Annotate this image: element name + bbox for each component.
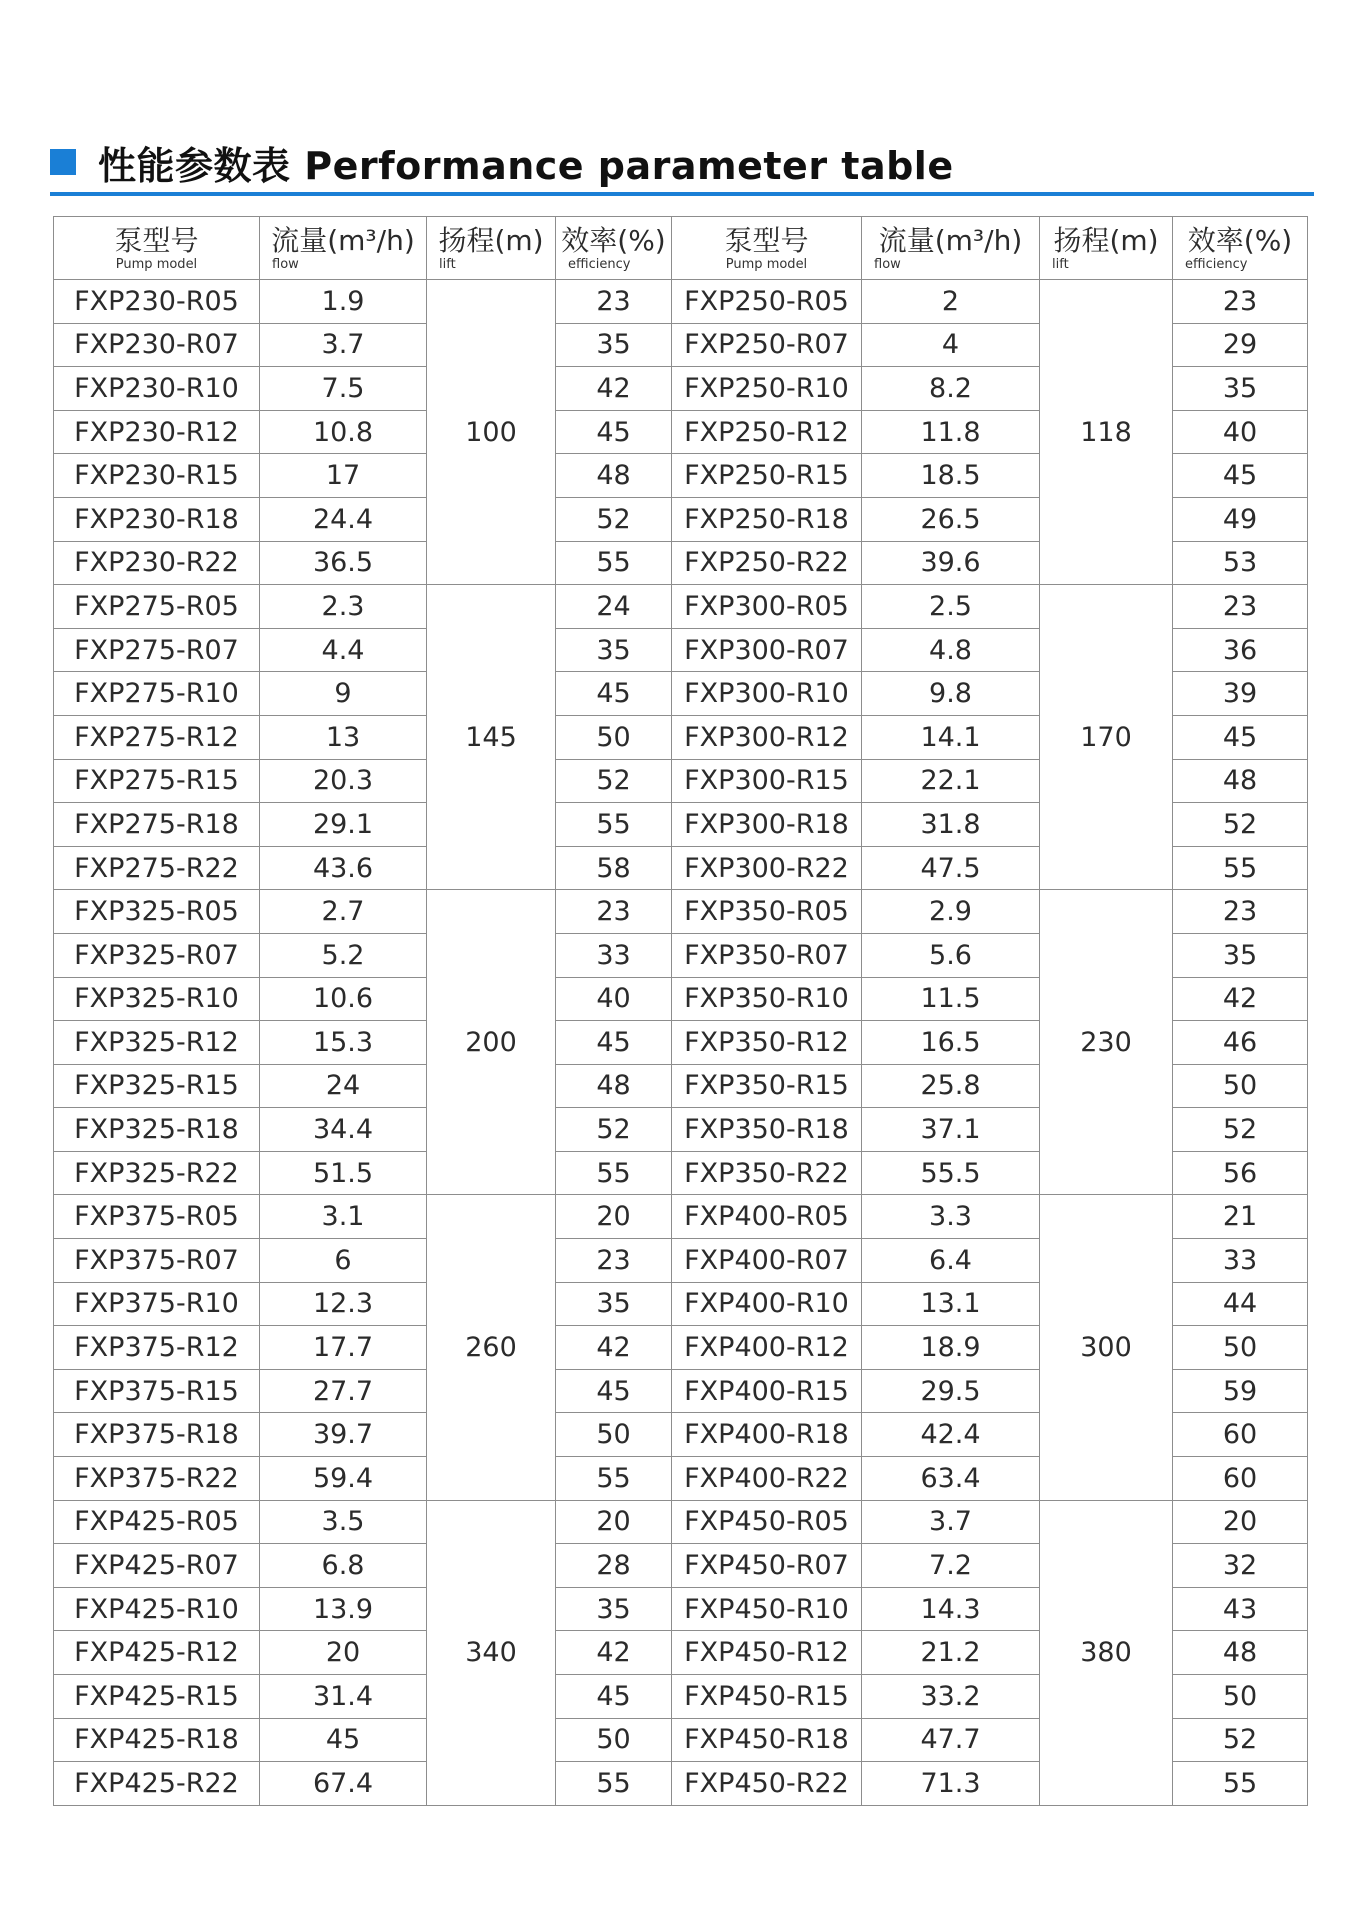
efficiency-cell: 52 (1173, 803, 1308, 847)
flow-cell: 4.4 (260, 628, 427, 672)
flow-cell: 5.6 (862, 933, 1040, 977)
flow-cell: 31.4 (260, 1675, 427, 1719)
table-row (54, 1195, 1308, 1239)
header-en: flow (272, 257, 299, 272)
efficiency-cell: 24 (556, 585, 672, 629)
pump-model-cell: FXP230-R12 (54, 410, 260, 454)
flow-cell: 33.2 (862, 1675, 1040, 1719)
efficiency-cell: 48 (1173, 759, 1308, 803)
efficiency-cell: 55 (1173, 846, 1308, 890)
pump-model-cell: FXP450-R22 (672, 1762, 862, 1806)
efficiency-cell: 23 (556, 890, 672, 934)
pump-model-cell: FXP375-R05 (54, 1195, 260, 1239)
table-row (54, 890, 1308, 934)
efficiency-cell: 39 (1173, 672, 1308, 716)
lift-cell: 230 (1040, 890, 1173, 1195)
header-zh: 效率(%) (561, 224, 666, 257)
efficiency-cell: 35 (556, 323, 672, 367)
pump-model-cell: FXP250-R07 (672, 323, 862, 367)
efficiency-cell: 45 (1173, 454, 1308, 498)
flow-cell: 6 (260, 1239, 427, 1283)
flow-cell: 67.4 (260, 1762, 427, 1806)
pump-model-cell: FXP250-R22 (672, 541, 862, 585)
flow-cell: 4 (862, 323, 1040, 367)
flow-cell: 7.5 (260, 367, 427, 411)
efficiency-cell: 48 (556, 1064, 672, 1108)
efficiency-cell: 35 (1173, 367, 1308, 411)
pump-model-cell: FXP325-R18 (54, 1108, 260, 1152)
flow-cell: 2.7 (260, 890, 427, 934)
pump-model-cell: FXP450-R12 (672, 1631, 862, 1675)
header-lift-right (1040, 217, 1173, 280)
pump-model-cell: FXP450-R18 (672, 1718, 862, 1762)
section-header (50, 140, 1314, 196)
pump-model-cell: FXP275-R10 (54, 672, 260, 716)
efficiency-cell: 20 (556, 1500, 672, 1544)
pump-model-cell: FXP350-R07 (672, 933, 862, 977)
efficiency-cell: 55 (556, 1151, 672, 1195)
efficiency-cell: 40 (1173, 410, 1308, 454)
header-pump-model-right (672, 217, 862, 280)
header-en: lift (439, 257, 456, 272)
flow-cell: 12.3 (260, 1282, 427, 1326)
efficiency-cell: 42 (1173, 977, 1308, 1021)
header-zh: 流量(m³/h) (271, 224, 415, 257)
flow-cell: 21.2 (862, 1631, 1040, 1675)
flow-cell: 11.8 (862, 410, 1040, 454)
pump-model-cell: FXP325-R10 (54, 977, 260, 1021)
efficiency-cell: 52 (1173, 1108, 1308, 1152)
blue-square-icon (50, 149, 76, 175)
flow-cell: 63.4 (862, 1457, 1040, 1501)
pump-model-cell: FXP400-R18 (672, 1413, 862, 1457)
efficiency-cell: 28 (556, 1544, 672, 1588)
pump-model-cell: FXP350-R18 (672, 1108, 862, 1152)
table-body (54, 217, 1308, 1806)
pump-model-cell: FXP325-R05 (54, 890, 260, 934)
pump-model-cell: FXP250-R12 (672, 410, 862, 454)
efficiency-cell: 50 (1173, 1675, 1308, 1719)
efficiency-cell: 53 (1173, 541, 1308, 585)
efficiency-cell: 59 (1173, 1369, 1308, 1413)
pump-model-cell: FXP400-R12 (672, 1326, 862, 1370)
pump-model-cell: FXP425-R15 (54, 1675, 260, 1719)
pump-model-cell: FXP300-R05 (672, 585, 862, 629)
lift-cell: 300 (1040, 1195, 1173, 1500)
pump-model-cell: FXP275-R18 (54, 803, 260, 847)
header-zh: 扬程(m) (1053, 224, 1159, 257)
lift-cell: 170 (1040, 585, 1173, 890)
lift-cell: 260 (427, 1195, 556, 1500)
flow-cell: 59.4 (260, 1457, 427, 1501)
pump-model-cell: FXP350-R22 (672, 1151, 862, 1195)
pump-model-cell: FXP230-R15 (54, 454, 260, 498)
flow-cell: 7.2 (862, 1544, 1040, 1588)
pump-model-cell: FXP350-R12 (672, 1021, 862, 1065)
efficiency-cell: 33 (556, 933, 672, 977)
efficiency-cell: 35 (556, 1282, 672, 1326)
efficiency-cell: 55 (556, 541, 672, 585)
efficiency-cell: 45 (1173, 715, 1308, 759)
table-row (54, 280, 1308, 324)
efficiency-cell: 43 (1173, 1587, 1308, 1631)
efficiency-cell: 35 (556, 1587, 672, 1631)
pump-model-cell: FXP300-R18 (672, 803, 862, 847)
pump-model-cell: FXP375-R10 (54, 1282, 260, 1326)
pump-model-cell: FXP350-R10 (672, 977, 862, 1021)
table-row (54, 585, 1308, 629)
flow-cell: 31.8 (862, 803, 1040, 847)
flow-cell: 18.9 (862, 1326, 1040, 1370)
header-en: efficiency (1185, 257, 1248, 272)
efficiency-cell: 42 (556, 1326, 672, 1370)
flow-cell: 71.3 (862, 1762, 1040, 1806)
efficiency-cell: 44 (1173, 1282, 1308, 1326)
header-lift-left (427, 217, 556, 280)
flow-cell: 25.8 (862, 1064, 1040, 1108)
flow-cell: 24.4 (260, 497, 427, 541)
pump-model-cell: FXP230-R10 (54, 367, 260, 411)
pump-model-cell: FXP275-R15 (54, 759, 260, 803)
pump-model-cell: FXP300-R22 (672, 846, 862, 890)
efficiency-cell: 50 (556, 715, 672, 759)
flow-cell: 5.2 (260, 933, 427, 977)
flow-cell: 14.1 (862, 715, 1040, 759)
flow-cell: 18.5 (862, 454, 1040, 498)
efficiency-cell: 60 (1173, 1457, 1308, 1501)
efficiency-cell: 46 (1173, 1021, 1308, 1065)
flow-cell: 6.8 (260, 1544, 427, 1588)
pump-model-cell: FXP230-R18 (54, 497, 260, 541)
flow-cell: 24 (260, 1064, 427, 1108)
flow-cell: 17.7 (260, 1326, 427, 1370)
efficiency-cell: 55 (556, 803, 672, 847)
flow-cell: 45 (260, 1718, 427, 1762)
pump-model-cell: FXP250-R15 (672, 454, 862, 498)
efficiency-cell: 21 (1173, 1195, 1308, 1239)
efficiency-cell: 23 (1173, 280, 1308, 324)
lift-cell: 200 (427, 890, 556, 1195)
flow-cell: 3.5 (260, 1500, 427, 1544)
pump-model-cell: FXP230-R05 (54, 280, 260, 324)
flow-cell: 42.4 (862, 1413, 1040, 1457)
pump-model-cell: FXP400-R05 (672, 1195, 862, 1239)
pump-model-cell: FXP275-R05 (54, 585, 260, 629)
header-en: efficiency (568, 257, 631, 272)
flow-cell: 9.8 (862, 672, 1040, 716)
pump-model-cell: FXP450-R07 (672, 1544, 862, 1588)
pump-model-cell: FXP300-R15 (672, 759, 862, 803)
header-efficiency-right (1173, 217, 1308, 280)
efficiency-cell: 50 (1173, 1064, 1308, 1108)
title-row (50, 140, 1314, 188)
efficiency-cell: 45 (556, 410, 672, 454)
pump-model-cell: FXP275-R22 (54, 846, 260, 890)
flow-cell: 20.3 (260, 759, 427, 803)
efficiency-cell: 42 (556, 367, 672, 411)
pump-model-cell: FXP375-R12 (54, 1326, 260, 1370)
pump-model-cell: FXP375-R07 (54, 1239, 260, 1283)
header-pump-model-left (54, 217, 260, 280)
performance-table (53, 216, 1308, 1806)
pump-model-cell: FXP300-R10 (672, 672, 862, 716)
pump-model-cell: FXP250-R18 (672, 497, 862, 541)
flow-cell: 47.7 (862, 1718, 1040, 1762)
pump-model-cell: FXP425-R18 (54, 1718, 260, 1762)
header-zh: 扬程(m) (438, 224, 544, 257)
flow-cell: 2.9 (862, 890, 1040, 934)
header-zh: 效率(%) (1187, 224, 1293, 257)
efficiency-cell: 36 (1173, 628, 1308, 672)
pump-model-cell: FXP230-R07 (54, 323, 260, 367)
efficiency-cell: 23 (556, 280, 672, 324)
efficiency-cell: 60 (1173, 1413, 1308, 1457)
flow-cell: 3.3 (862, 1195, 1040, 1239)
header-en: flow (874, 257, 901, 272)
pump-model-cell: FXP250-R05 (672, 280, 862, 324)
pump-model-cell: FXP350-R05 (672, 890, 862, 934)
efficiency-cell: 20 (556, 1195, 672, 1239)
flow-cell: 29.1 (260, 803, 427, 847)
flow-cell: 34.4 (260, 1108, 427, 1152)
header-en: lift (1052, 257, 1069, 272)
pump-model-cell: FXP375-R18 (54, 1413, 260, 1457)
flow-cell: 3.7 (862, 1500, 1040, 1544)
efficiency-cell: 50 (556, 1718, 672, 1762)
pump-model-cell: FXP275-R07 (54, 628, 260, 672)
flow-cell: 13 (260, 715, 427, 759)
efficiency-cell: 23 (1173, 585, 1308, 629)
efficiency-cell: 23 (1173, 890, 1308, 934)
lift-cell: 118 (1040, 280, 1173, 585)
pump-model-cell: FXP230-R22 (54, 541, 260, 585)
pump-model-cell: FXP275-R12 (54, 715, 260, 759)
pump-model-cell: FXP425-R10 (54, 1587, 260, 1631)
pump-model-cell: FXP375-R22 (54, 1457, 260, 1501)
pump-model-cell: FXP325-R22 (54, 1151, 260, 1195)
efficiency-cell: 49 (1173, 497, 1308, 541)
flow-cell: 4.8 (862, 628, 1040, 672)
efficiency-cell: 42 (556, 1631, 672, 1675)
header-flow-right (862, 217, 1040, 280)
flow-cell: 17 (260, 454, 427, 498)
efficiency-cell: 52 (556, 759, 672, 803)
title-underline (50, 192, 1314, 196)
efficiency-cell: 29 (1173, 323, 1308, 367)
flow-cell: 39.6 (862, 541, 1040, 585)
pump-model-cell: FXP325-R15 (54, 1064, 260, 1108)
efficiency-cell: 56 (1173, 1151, 1308, 1195)
flow-cell: 11.5 (862, 977, 1040, 1021)
flow-cell: 9 (260, 672, 427, 716)
pump-model-cell: FXP425-R22 (54, 1762, 260, 1806)
flow-cell: 37.1 (862, 1108, 1040, 1152)
pump-model-cell: FXP400-R22 (672, 1457, 862, 1501)
flow-cell: 36.5 (260, 541, 427, 585)
table-header-row (54, 217, 1308, 280)
efficiency-cell: 52 (1173, 1718, 1308, 1762)
pump-model-cell: FXP325-R07 (54, 933, 260, 977)
pump-model-cell: FXP400-R10 (672, 1282, 862, 1326)
pump-model-cell: FXP375-R15 (54, 1369, 260, 1413)
efficiency-cell: 58 (556, 846, 672, 890)
flow-cell: 43.6 (260, 846, 427, 890)
flow-cell: 47.5 (862, 846, 1040, 890)
efficiency-cell: 50 (1173, 1326, 1308, 1370)
pump-model-cell: FXP300-R12 (672, 715, 862, 759)
flow-cell: 2 (862, 280, 1040, 324)
header-en: Pump model (115, 257, 198, 272)
flow-cell: 6.4 (862, 1239, 1040, 1283)
flow-cell: 16.5 (862, 1021, 1040, 1065)
pump-model-cell: FXP325-R12 (54, 1021, 260, 1065)
efficiency-cell: 20 (1173, 1500, 1308, 1544)
efficiency-cell: 23 (556, 1239, 672, 1283)
pump-model-cell: FXP450-R10 (672, 1587, 862, 1631)
efficiency-cell: 55 (556, 1762, 672, 1806)
efficiency-cell: 40 (556, 977, 672, 1021)
flow-cell: 26.5 (862, 497, 1040, 541)
efficiency-cell: 45 (556, 1675, 672, 1719)
flow-cell: 20 (260, 1631, 427, 1675)
lift-cell: 100 (427, 280, 556, 585)
header-zh: 泵型号 (114, 224, 199, 257)
flow-cell: 3.1 (260, 1195, 427, 1239)
flow-cell: 51.5 (260, 1151, 427, 1195)
flow-cell: 15.3 (260, 1021, 427, 1065)
flow-cell: 2.3 (260, 585, 427, 629)
efficiency-cell: 52 (556, 1108, 672, 1152)
pump-model-cell: FXP400-R15 (672, 1369, 862, 1413)
flow-cell: 3.7 (260, 323, 427, 367)
efficiency-cell: 35 (1173, 933, 1308, 977)
efficiency-cell: 45 (556, 672, 672, 716)
flow-cell: 27.7 (260, 1369, 427, 1413)
flow-cell: 55.5 (862, 1151, 1040, 1195)
efficiency-cell: 48 (1173, 1631, 1308, 1675)
pump-model-cell: FXP425-R07 (54, 1544, 260, 1588)
flow-cell: 10.8 (260, 410, 427, 454)
efficiency-cell: 48 (556, 454, 672, 498)
header-flow-left (260, 217, 427, 280)
flow-cell: 39.7 (260, 1413, 427, 1457)
lift-cell: 340 (427, 1500, 556, 1805)
efficiency-cell: 55 (1173, 1762, 1308, 1806)
efficiency-cell: 33 (1173, 1239, 1308, 1283)
flow-cell: 29.5 (862, 1369, 1040, 1413)
page-title: 性能参数表 Performance parameter table (98, 143, 954, 188)
efficiency-cell: 45 (556, 1021, 672, 1065)
pump-model-cell: FXP250-R10 (672, 367, 862, 411)
flow-cell: 13.9 (260, 1587, 427, 1631)
flow-cell: 10.6 (260, 977, 427, 1021)
lift-cell: 145 (427, 585, 556, 890)
pump-model-cell: FXP300-R07 (672, 628, 862, 672)
efficiency-cell: 45 (556, 1369, 672, 1413)
efficiency-cell: 55 (556, 1457, 672, 1501)
flow-cell: 14.3 (862, 1587, 1040, 1631)
flow-cell: 8.2 (862, 367, 1040, 411)
flow-cell: 13.1 (862, 1282, 1040, 1326)
pump-model-cell: FXP400-R07 (672, 1239, 862, 1283)
flow-cell: 1.9 (260, 280, 427, 324)
efficiency-cell: 32 (1173, 1544, 1308, 1588)
efficiency-cell: 35 (556, 628, 672, 672)
flow-cell: 22.1 (862, 759, 1040, 803)
header-zh: 流量(m³/h) (878, 224, 1023, 257)
table-row (54, 1500, 1308, 1544)
pump-model-cell: FXP425-R05 (54, 1500, 260, 1544)
pump-model-cell: FXP450-R05 (672, 1500, 862, 1544)
efficiency-cell: 52 (556, 497, 672, 541)
pump-model-cell: FXP425-R12 (54, 1631, 260, 1675)
efficiency-cell: 50 (556, 1413, 672, 1457)
header-efficiency-left (556, 217, 672, 280)
flow-cell: 2.5 (862, 585, 1040, 629)
pump-model-cell: FXP450-R15 (672, 1675, 862, 1719)
header-zh: 泵型号 (724, 224, 809, 257)
header-en: Pump model (725, 257, 808, 272)
pump-model-cell: FXP350-R15 (672, 1064, 862, 1108)
lift-cell: 380 (1040, 1500, 1173, 1805)
